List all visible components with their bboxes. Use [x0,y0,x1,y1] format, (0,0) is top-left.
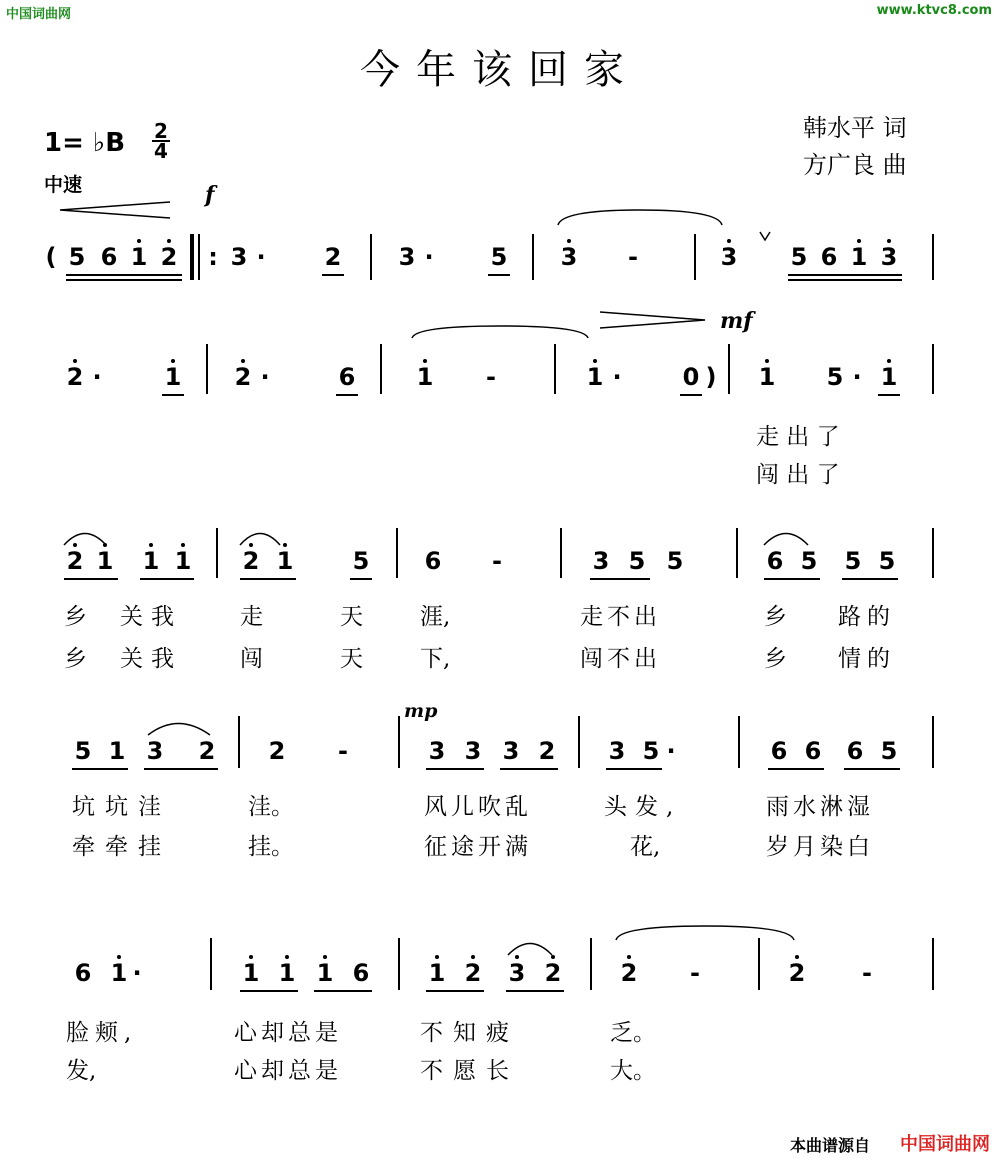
slur [558,210,722,225]
slur [508,944,552,956]
site-url[interactable]: www.ktvc8.com [876,3,992,18]
slur [764,534,808,546]
lyricist-credit: 韩水平 词 [803,114,907,142]
tempo-marking: 中速 [44,174,83,196]
crescendo-hairpin [60,202,170,218]
dynamic-f: f [205,182,215,208]
lyric-row-1-verse-2: 闯 出 了 [756,462,840,488]
song-title: 今年该回家 [360,47,640,93]
slur [240,534,280,546]
slur [412,326,588,338]
lyric-row-1-verse-1: 走 出 了 [756,424,840,450]
slur [148,724,210,736]
slur [616,926,794,940]
composer-credit: 方广良 曲 [803,151,907,179]
footer-source-label: 本曲谱源自 [790,1136,871,1155]
dynamic-mp: mp [404,700,438,722]
site-logo-left[interactable]: 中国词曲网 [6,7,72,22]
footer-site-logo[interactable]: 中国词曲网 [900,1134,990,1155]
key-signature: 1= ♭B [44,128,126,158]
time-signature: 2 4 [152,122,170,160]
slur [64,534,106,546]
breath-mark [760,232,770,240]
dynamic-mf: mf [720,308,753,334]
decrescendo-hairpin [600,312,705,328]
